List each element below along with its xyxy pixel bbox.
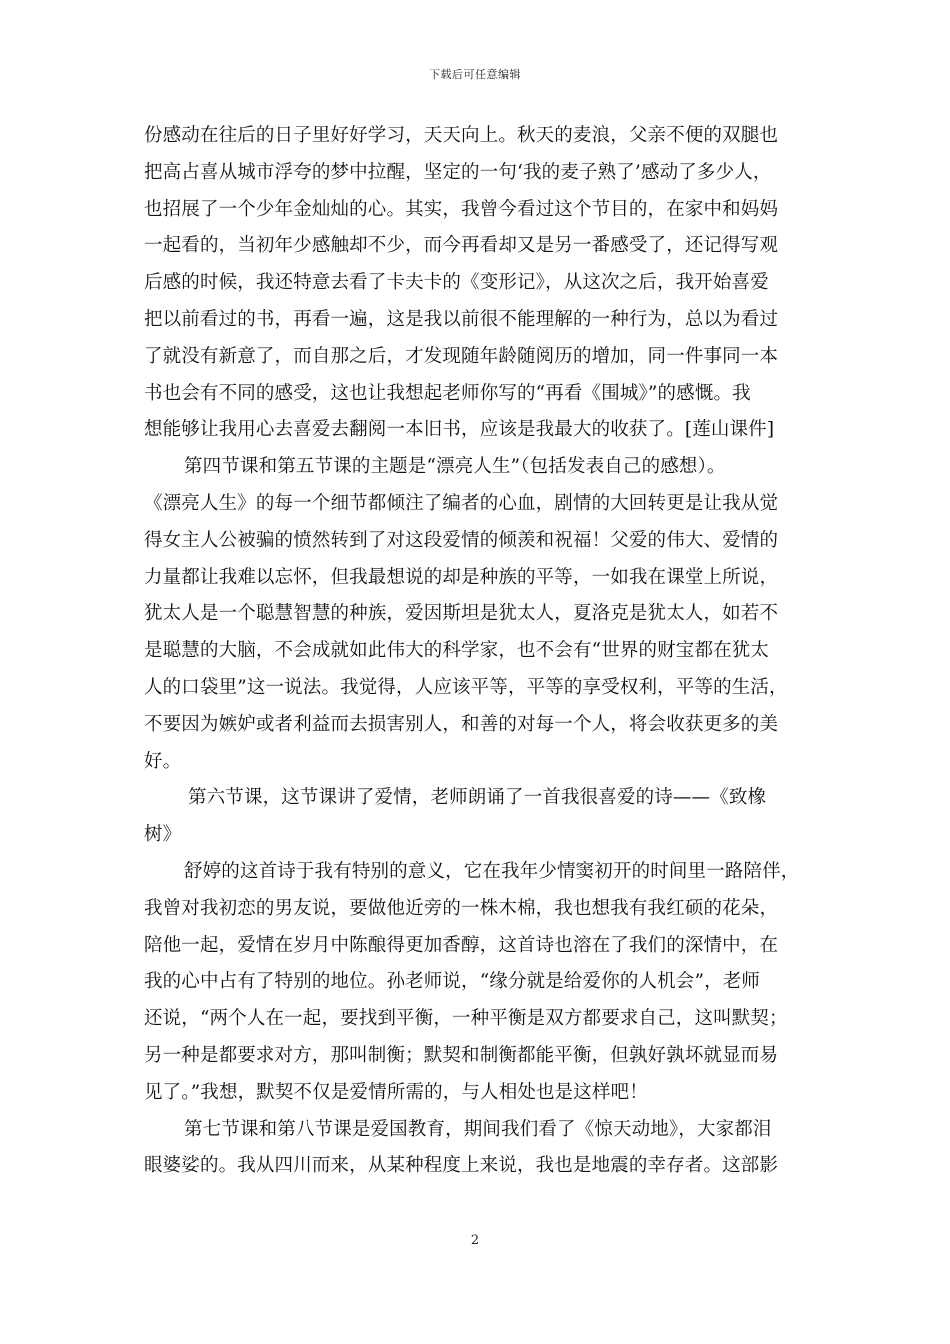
text-line: 还说，“两个人在一起，要找到平衡，一种平衡是双方都要求自己，这叫默契； bbox=[144, 1008, 788, 1030]
paragraph-start-line: 第六节课，这节课讲了爱情，老师朗诵了一首我很喜爱的诗——《致橡 bbox=[188, 787, 767, 809]
text-line: 后感的时候，我还特意去看了卡夫卡的《变形记》，从这次之后，我开始喜爱 bbox=[144, 272, 769, 294]
text-line: 眼婆娑的。我从四川而来，从某种程度上来说，我也是地震的幸存者。这部影 bbox=[144, 1155, 779, 1177]
text-line: 人的口袋里”这一说法。我觉得，人应该平等，平等的享受权利，平等的生活， bbox=[144, 676, 788, 698]
paragraph-start-line: 舒婷的这首诗于我有特别的意义，它在我年少情窦初开的时间里一路陪伴， bbox=[184, 860, 800, 882]
paragraph-start-line: 第四节课和第五节课的主题是“漂亮人生”（包括发表自己的感想）。 bbox=[184, 456, 726, 478]
text-line: 《漂亮人生》的每一个细节都倾注了编者的心血，剧情的大回转更是让我从觉 bbox=[144, 492, 779, 514]
document-body bbox=[144, 118, 810, 1185]
text-line: 书也会有不同的感受，这也让我想起老师你写的“再看《围城》”的感慨。我 bbox=[144, 382, 751, 404]
text-line: 得女主人公被骗的愤然转到了对这段爱情的倾羡和祝福！父爱的伟大、爱情的 bbox=[144, 529, 779, 551]
text-line: 份感动在往后的日子里好好学习，天天向上。秋天的麦浪，父亲不便的双腿也 bbox=[144, 125, 779, 146]
text-line: 是聪慧的大脑，不会成就如此伟大的科学家，也不会有“世界的财宝都在犹太 bbox=[144, 640, 770, 662]
text-line: 陪他一起，爱情在岁月中陈酿得更加香醇，这首诗也溶在了我们的深情中，在 bbox=[144, 934, 779, 956]
text-line: 也招展了一个少年金灿灿的心。其实，我曾今看过这个节目的，在家中和妈妈 bbox=[144, 198, 779, 220]
page-number: 2 bbox=[470, 1233, 480, 1248]
text-line: 犹太人是一个聪慧智慧的种族，爱因斯坦是犹太人，夏洛克是犹太人，如若不 bbox=[144, 603, 779, 625]
text-line: 一起看的，当初年少感触却不少，而今再看却又是另一番感受了，还记得写观 bbox=[144, 235, 779, 257]
text-line: 见了。”我想，默契不仅是爱情所需的，与人相处也是这样吧！ bbox=[144, 1081, 648, 1103]
text-line: 不要因为嫉妒或者利益而去损害别人，和善的对每一个人，将会收获更多的美 bbox=[144, 713, 779, 735]
text-line: 把以前看过的书，再看一遍，这是我以前很不能理解的一种行为，总以为看过 bbox=[144, 308, 779, 330]
paragraph-start-line: 第七节课和第八节课是爱国教育，期间我们看了《惊天动地》，大家都泪 bbox=[184, 1118, 772, 1140]
text-line: 我的心中占有了特别的地位。孙老师说，“缘分就是给爱你的人机会”，老师 bbox=[144, 971, 761, 993]
text-line: 树》 bbox=[144, 824, 182, 846]
page-header: 下载后可任意编辑 bbox=[429, 68, 521, 81]
text-line: 我曾对我初恋的男友说，要做他近旁的一株木棉，我也想我有我红硕的花朵， bbox=[144, 897, 779, 919]
text-line: 把高占喜从城市浮夸的梦中拉醒，坚定的一句‘我的麦子熟了’感动了多少人， bbox=[144, 161, 772, 183]
text-line: 好。 bbox=[144, 750, 182, 772]
text-line: 另一种是都要求对方，那叫制衡；默契和制衡都能平衡，但孰好孰坏就显而易 bbox=[144, 1044, 779, 1066]
text-line: 力量都让我难以忘怀，但我最想说的却是种族的平等，一如我在课堂上所说， bbox=[144, 566, 779, 588]
text-line: 了就没有新意了，而自那之后，才发现随年龄随阅历的增加，同一件事同一本 bbox=[144, 345, 779, 367]
text-line: 想能够让我用心去喜爱去翻阅一本旧书，应该是我最大的收获了。[莲山课件] bbox=[144, 419, 775, 441]
